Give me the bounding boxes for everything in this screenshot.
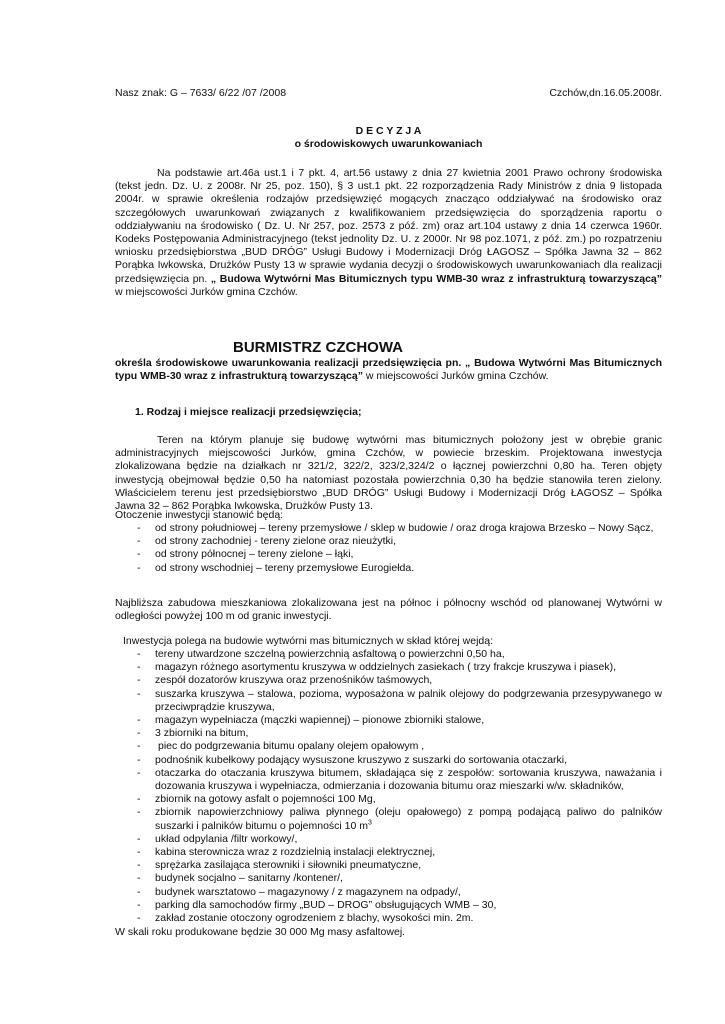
list-item: - budynek socjalno – sanitarny /kontener/, [133, 872, 662, 885]
determination-location: w miejscowości Jurków gmina Czchów. [362, 370, 549, 383]
list-item: - tereny utwardzone szczelną powierzchnią asfaltową o powierzchni 0,50 ha, [133, 648, 662, 661]
list-item: - od strony wschodniej – tereny przemysłowe Eurogiełda. [133, 562, 662, 575]
list-item: - podnośnik kubełkowy podający wysuszone kruszywo z suszarki do sortowania otaczarki, [133, 754, 662, 767]
list-item: - od strony zachodniej - tereny zielone oraz nieużytki, [133, 535, 662, 548]
list-item: - od strony północnej – tereny zielone – łąki, [133, 548, 662, 561]
list-item: - układ odpylania /filtr workowy/, [133, 833, 662, 846]
decision-subtitle: o środowiskowych uwarunkowaniach [294, 138, 483, 150]
investment-components-list [133, 648, 662, 925]
intro-text: Na podstawie art.46a ust.1 i 7 pkt. 4, art.56 ustawy z dnia 27 kwietnia 2001 Prawo ochrony środowiska (tekst jedn. Dz. U. z 2008r. Nr 25, poz. 150), § 3 ust.1 pkt. 22 rozporządzenia Rady Ministrów z dnia 9 listopada 2004r. w sprawie określenia rodzajów przedsięwzięć mogących znacząco oddziaływać na środowisko oraz szczegółowych uwarunkowań związanych z kwalifikowaniem przedsięwzięcia do sporządzenia raportu o oddziaływaniu na środowisko ( Dz. U. Nr 257, poz. 2573 z póź. zm) oraz art.104 ustawy z dnia 14 czerwca 1960r. Kodeks Postępowania Administracyjnego (tekst jednolity Dz. U. z 2000r. Nr 98 poz.1071, z póź. zm.) po rozpatrzeniu wniosku przedsiębiorstwa „BUD DRÓG” Usługi Budowy i Modernizacji Dróg ŁAGOSZ – Spółka Jawna 32 – 862 Porąbka Iwkowska, Drużków Pusty 13 w sprawie wydania decyzji o środowiskowych uwarunkowaniach dla realizacji przedsięwzięcia pn. [115, 167, 662, 285]
list-item [133, 806, 662, 832]
list-item: - magazyn wypełniacza (mączki wapiennej) – pionowe zbiorniki stalowe, [133, 714, 662, 727]
tank-description: zbiornik napowierzchniowy paliwa płynnego (oleju opałowego) z pompą podającą paliwo do palników suszarki i palników bitumu o pojemności 10 m [155, 806, 662, 832]
list-item: - piec do podgrzewania bitumu opalany olejem opałowym , [133, 740, 662, 753]
determination-bold: określa środowiskowe uwarunkowania realizacji przedsięwzięcia pn. „ Budowa Wytwórni Mas Bitumicznych typu WMB-30 wraz z infrastrukturą towarzyszącą” [115, 357, 662, 383]
section-1-paragraph: Teren na którym planuje się budowę wytwórni mas bitumicznych położony jest w obrębie granic administracyjnych miejscowości Jurków, gmina Czchów, w powiecie brzeskim. Projektowana inwestycja zlokalizowana będzie na działkach nr 321/2, 322/2, 323/2,324/2 o łącznej powierzchni 0,80 ha. Teren objęty inwestycją obejmował będzie 0,50 ha natomiast pozostała powierzchnia 0,30 ha będzie stanowiła teren zielony. Właścicielem terenu jest przedsiębiorstwo „BUD DRÓG” Usługi Budowy i Modernizacji Dróg ŁAGOSZ – Spółka Jawna 32 – 862 Porąbka Iwkowska, Drużków Pusty 13. [115, 434, 662, 513]
place-date: Czchów,dn.16.05.2008r. [549, 87, 662, 99]
decision-title: D E C Y Z J A [355, 125, 422, 137]
list-item: - zespół dozatorów kruszywa oraz przenośników taśmowych, [133, 674, 662, 687]
cubic-superscript: 3 [368, 819, 372, 827]
list-item: - 3 zbiorniki na bitum, [133, 727, 662, 740]
list-item: - zbiornik na gotowy asfalt o pojemności 100 Mg, [133, 793, 662, 806]
annual-production: W skali roku produkowane będzie 30 000 Mg masy asfaltowej. [115, 926, 406, 938]
list-item: - otaczarka do otaczania kruszywa bitumem, składająca się z zespołów: sortowania kruszywa, naważania i dozowania kruszywa i wypełniacza, odmierzania i dozowania bitumu oraz mieszarki w/w. składników, [133, 767, 662, 793]
list-item: - od strony południowej – tereny przemysłowe / sklep w budowie / oraz droga krajowa Brzesko – Nowy Sącz, [133, 522, 662, 535]
list-item: - zakład zostanie otoczony ogrodzeniem z blachy, wysokości min. 2m. [133, 912, 662, 925]
intro-project-location: w miejscowości Jurków gmina Czchów. [115, 285, 298, 298]
intro-project-name: „ Budowa Wytwórni Mas Bitumicznych typu WMB-30 wraz z infrastrukturą towarzyszącą” [210, 272, 662, 285]
surroundings-intro: Otoczenie inwestycji stanowić będą: [115, 509, 284, 521]
list-item: - sprężarka zasilająca sterowniki i siłowniki pneumatyczne, [133, 859, 662, 872]
list-item: - magazyn różnego asortymentu kruszywa w oddzielnych zasiekach ( trzy frakcje kruszywa i piasek), [133, 661, 662, 674]
list-item: - suszarka kruszywa – stalowa, pozioma, wyposażona w palnik olejowy do podgrzewania przesypywanego w przeciwprądzie kruszywa, [133, 688, 662, 714]
section-1-heading: 1. Rodzaj i miejsce realizacji przedsięwzięcia; [135, 406, 362, 418]
reference-number: Nasz znak: G – 7633/ 6/22 /07 /2008 [115, 87, 287, 99]
authority-heading: BURMISTRZ CZCHOWA [233, 339, 403, 356]
list-item: - budynek warsztatowo – magazynowy / z magazynem na odpady/, [133, 886, 662, 899]
nearest-housing-paragraph: Najbliższa zabudowa mieszkaniowa zlokalizowana jest na północ i północny wschód od planowanej Wytwórni w odległości powyżej 100 m od granic inwestycji. [115, 597, 662, 623]
determination-paragraph [115, 357, 662, 383]
surroundings-list [133, 522, 662, 575]
list-item: - kabina sterownicza wraz z rozdzielnią instalacji elektrycznej, [133, 846, 662, 859]
intro-paragraph [115, 167, 662, 299]
list-item: - parking dla samochodów firmy „BUD – DROG” obsługujących WMB – 30, [133, 899, 662, 912]
investment-intro: Inwestycja polega na budowie wytwórni mas bitumicznych w skład której wejdą: [123, 635, 494, 647]
